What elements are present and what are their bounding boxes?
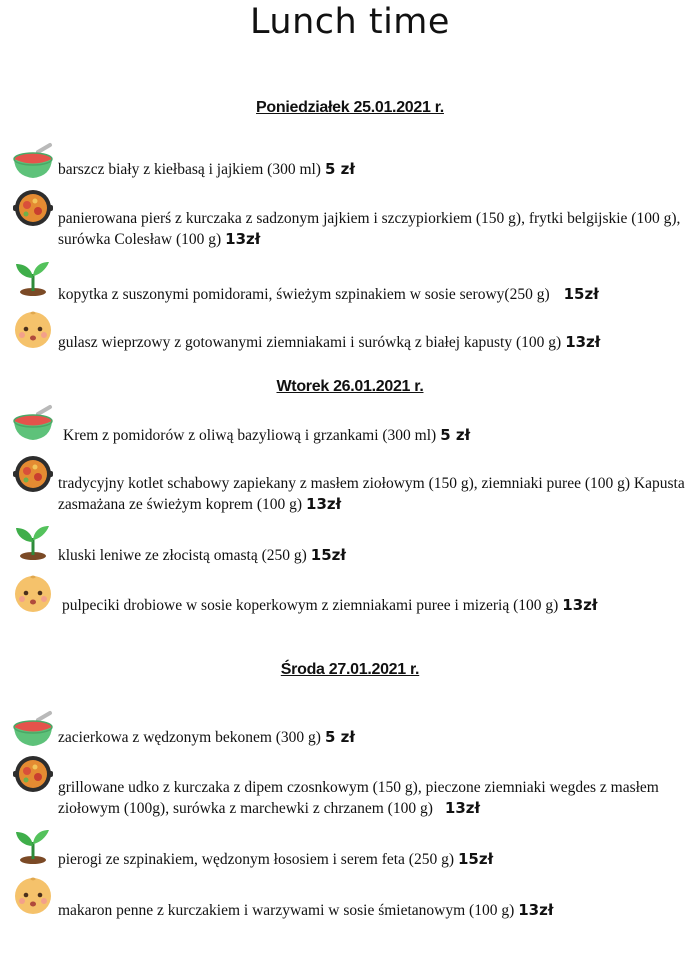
item-description: kopytka z suszonymi pomidorami, świeżym szpinakiem w sosie serowy(250 g)	[58, 286, 550, 303]
item-price: 15zł	[458, 850, 494, 868]
seedling-icon	[12, 256, 54, 298]
day-heading-wednesday: Środa 27.01.2021 r.	[280, 661, 420, 678]
paella-pan-icon	[12, 452, 54, 494]
item-price: 13zł	[306, 495, 342, 513]
seedling-icon	[12, 824, 54, 866]
baby-face-icon	[12, 308, 54, 350]
day-heading-monday: Poniedziałek 25.01.2021 r.	[256, 99, 444, 116]
item-price: 15zł	[563, 285, 599, 303]
item-description: pulpeciki drobiowe w sosie koperkowym z ziemniakami puree i mizerią (100 g)	[62, 597, 559, 614]
item-price: 5 zł	[440, 426, 471, 444]
item-description: tradycyjny kotlet schabowy zapiekany z masłem ziołowym (150 g), ziemniaki puree (100 g) Kapusta zasmażana ze świeżym koprem (100 g)	[58, 475, 685, 513]
item-price: 13zł	[444, 799, 481, 817]
item-description: kluski leniwe ze złocistą omastą (250 g)	[58, 547, 307, 564]
day-heading-tuesday: Wtorek 26.01.2021 r.	[276, 378, 424, 395]
item-description: panierowana pierś z kurczaka z sadzonym jajkiem i szczypiorkiem (150 g), frytki belgijskie (100 g), surówka Colesław (100 g)	[58, 210, 681, 248]
item-price: 5 zł	[324, 728, 355, 746]
item-description: makaron penne z kurczakiem i warzywami w sosie śmietanowym (100 g)	[58, 902, 515, 919]
item-price: 13zł	[562, 596, 598, 614]
item-price: 13zł	[565, 333, 601, 351]
seedling-icon	[12, 520, 54, 562]
baby-face-icon	[12, 874, 54, 916]
soup-bowl-icon	[12, 710, 54, 752]
item-price: 15zł	[310, 546, 346, 564]
soup-bowl-icon	[12, 142, 54, 184]
item-description: barszcz biały z kiełbasą i jajkiem (300 ml)	[58, 161, 321, 178]
item-price: 5 zł	[324, 160, 355, 178]
paella-pan-icon	[12, 752, 54, 794]
item-price: 13zł	[225, 230, 261, 248]
item-description: Krem z pomidorów z oliwą bazyliową i grzankami (300 ml)	[63, 427, 437, 444]
item-description: zacierkowa z wędzonym bekonem (300 g)	[58, 729, 321, 746]
baby-face-icon	[12, 572, 54, 614]
item-description: pierogi ze szpinakiem, wędzonym łososiem i serem feta (250 g)	[58, 851, 454, 868]
soup-bowl-icon	[12, 404, 54, 446]
paella-pan-icon	[12, 186, 54, 228]
item-price: 13zł	[518, 901, 554, 919]
item-description: grillowane udko z kurczaka z dipem czosnkowym (150 g), pieczone ziemniaki wegdes z masłem ziołowym (100g), surówka z marchewki z chrzanem (100 g)	[58, 779, 659, 817]
page-title: Lunch time	[250, 2, 450, 42]
item-description: gulasz wieprzowy z gotowanymi ziemniakami i surówką z białej kapusty (100 g)	[58, 334, 562, 351]
